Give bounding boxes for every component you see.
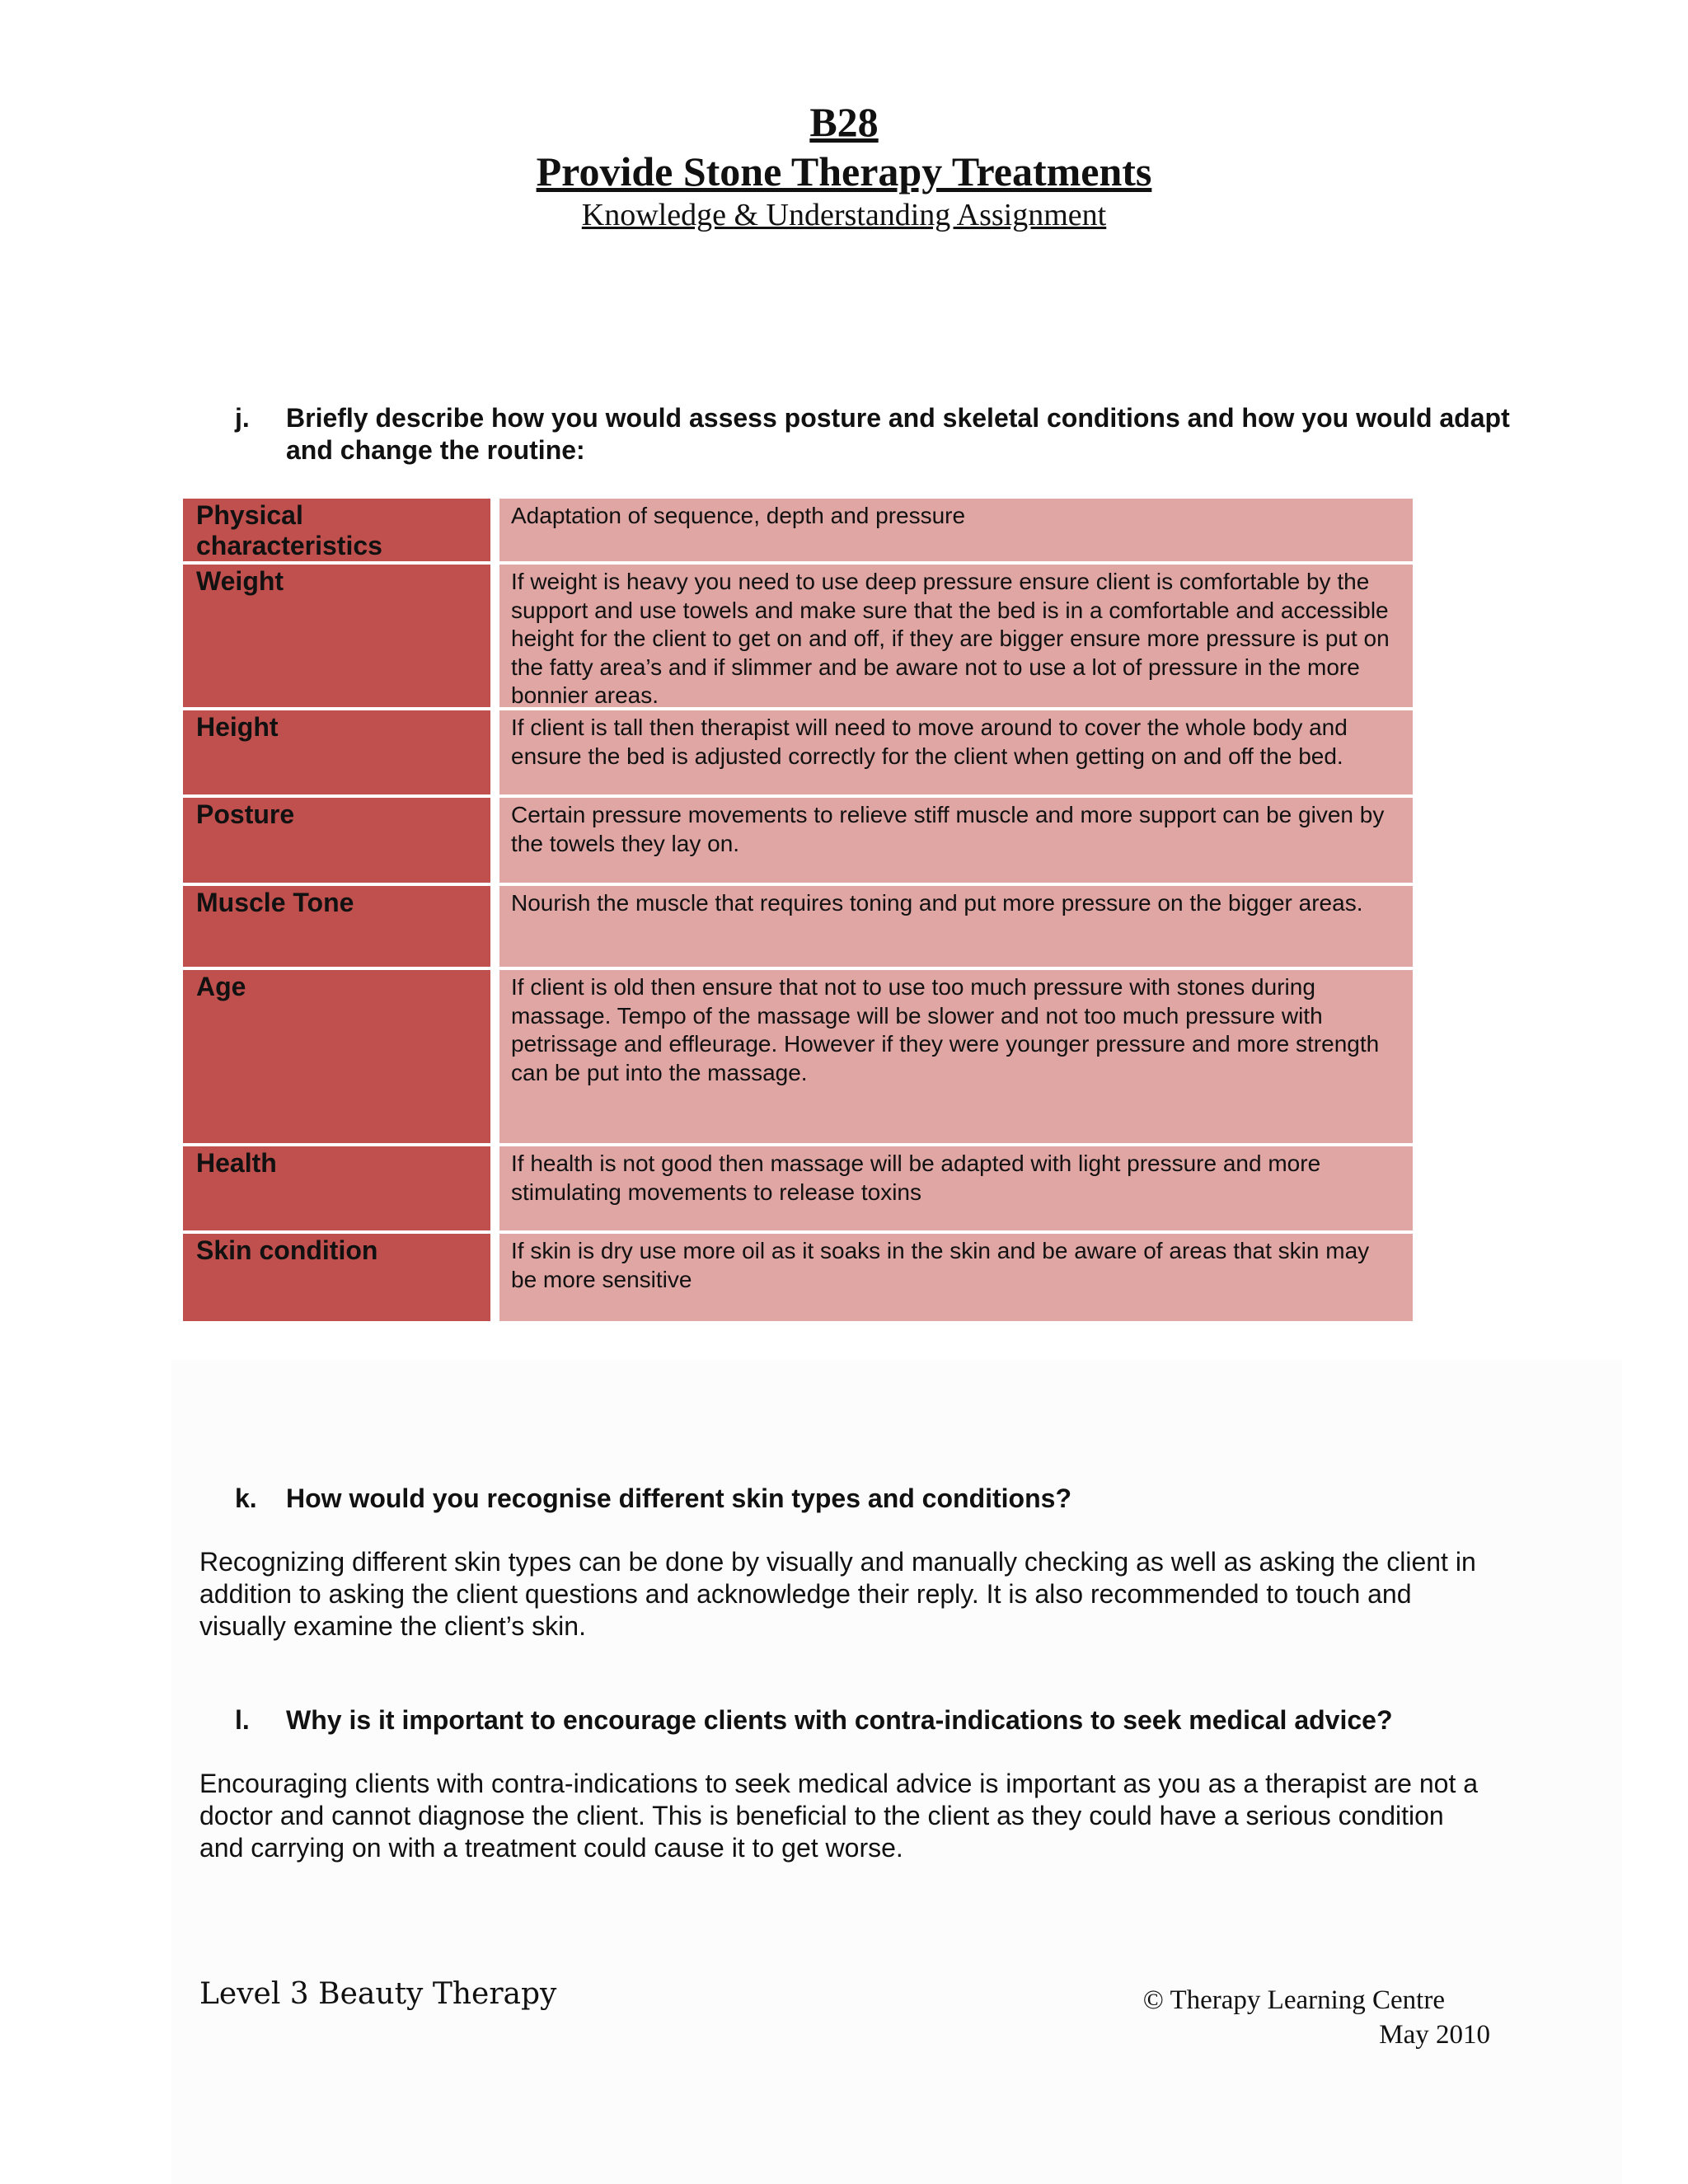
table-header-label: Physical characteristics bbox=[183, 499, 499, 561]
table-row bbox=[183, 798, 1413, 886]
unit-title: Provide Stone Therapy Treatments bbox=[536, 148, 1152, 194]
row-value-weight: If weight is heavy you need to use deep pressure ensure client is comfortable by the support and use towels and make sure that the bed is in a comfortable and accessible height for the client to get on and off, if they are bigger ensure more pressure is put on the fatty area’s and if slimmer and be aware not to use a lot of pressure in the more bonnier areas. bbox=[499, 565, 1413, 707]
footer-course: Level 3 Beauty Therapy bbox=[199, 1977, 557, 2011]
footer-copyright: © Therapy Learning Centre bbox=[1142, 1985, 1445, 2015]
question-marker: l. bbox=[235, 1705, 250, 1735]
row-value-height: If client is tall then therapist will need to move around to cover the whole body and ensure the bed is adjusted correctly for the client when getting on and off the bed. bbox=[499, 710, 1413, 794]
table-row bbox=[183, 886, 1413, 970]
table-row bbox=[183, 710, 1413, 798]
row-label-weight: Weight bbox=[183, 565, 499, 707]
question-l bbox=[235, 1704, 1512, 1736]
row-value-muscle-tone: Nourish the muscle that requires toning and put more pressure on the bigger areas. bbox=[499, 886, 1413, 967]
table-header-row bbox=[183, 499, 1413, 565]
row-value-skin-condition: If skin is dry use more oil as it soaks in the skin and be aware of areas that skin may be more sensitive bbox=[499, 1234, 1413, 1321]
answer-l: Encouraging clients with contra-indications to seek medical advice is important as you as a therapist are not a doctor and cannot diagnose the client. This is beneficial to the client as they could have a serious condition and carrying on with a treatment could cause it to get worse. bbox=[199, 1769, 1479, 1863]
row-label-muscle-tone: Muscle Tone bbox=[183, 886, 499, 967]
assignment-subtitle: Knowledge & Understanding Assignment bbox=[581, 198, 1107, 232]
row-value-health: If health is not good then massage will be adapted with light pressure and more stimulating movements to release toxins bbox=[499, 1146, 1413, 1230]
row-label-age: Age bbox=[183, 970, 499, 1143]
question-text: Why is it important to encourage clients with contra-indications to seek medical advice? bbox=[286, 1705, 1393, 1735]
footer-credits bbox=[1143, 1983, 1490, 2052]
question-text: How would you recognise different skin types and conditions? bbox=[286, 1483, 1071, 1513]
question-marker: j. bbox=[235, 403, 250, 433]
document-header bbox=[0, 97, 1688, 234]
row-label-skin-condition: Skin condition bbox=[183, 1234, 499, 1321]
table-row bbox=[183, 1146, 1413, 1234]
table-header-value: Adaptation of sequence, depth and pressure bbox=[499, 499, 1413, 561]
answer-k: Recognizing different skin types can be done by visually and manually checking as well as asking the client in addition to asking the client questions and acknowledge their reply. It is also recommended to touch and visually examine the client’s skin. bbox=[199, 1547, 1476, 1641]
unit-code: B28 bbox=[809, 99, 879, 145]
table-row bbox=[183, 970, 1413, 1146]
question-marker: k. bbox=[235, 1483, 257, 1513]
footer-date: May 2010 bbox=[1379, 2020, 1490, 2050]
question-j bbox=[235, 402, 1512, 466]
question-k bbox=[235, 1483, 1512, 1515]
row-label-health: Health bbox=[183, 1146, 499, 1230]
row-value-posture: Certain pressure movements to relieve stiff muscle and more support can be given by the towels they lay on. bbox=[499, 798, 1413, 883]
row-label-posture: Posture bbox=[183, 798, 499, 883]
assessment-table bbox=[183, 499, 1413, 1321]
table-row bbox=[183, 565, 1413, 710]
question-text: Briefly describe how you would assess posture and skeletal conditions and how you would adapt and change the routine: bbox=[286, 403, 1510, 465]
table-row bbox=[183, 1234, 1413, 1321]
row-value-age: If client is old then ensure that not to use too much pressure with stones during massage. Tempo of the massage will be slower and not too much pressure with petrissage and effleurage. However if they were younger pressure and more strength can be put into the massage. bbox=[499, 970, 1413, 1143]
row-label-height: Height bbox=[183, 710, 499, 794]
